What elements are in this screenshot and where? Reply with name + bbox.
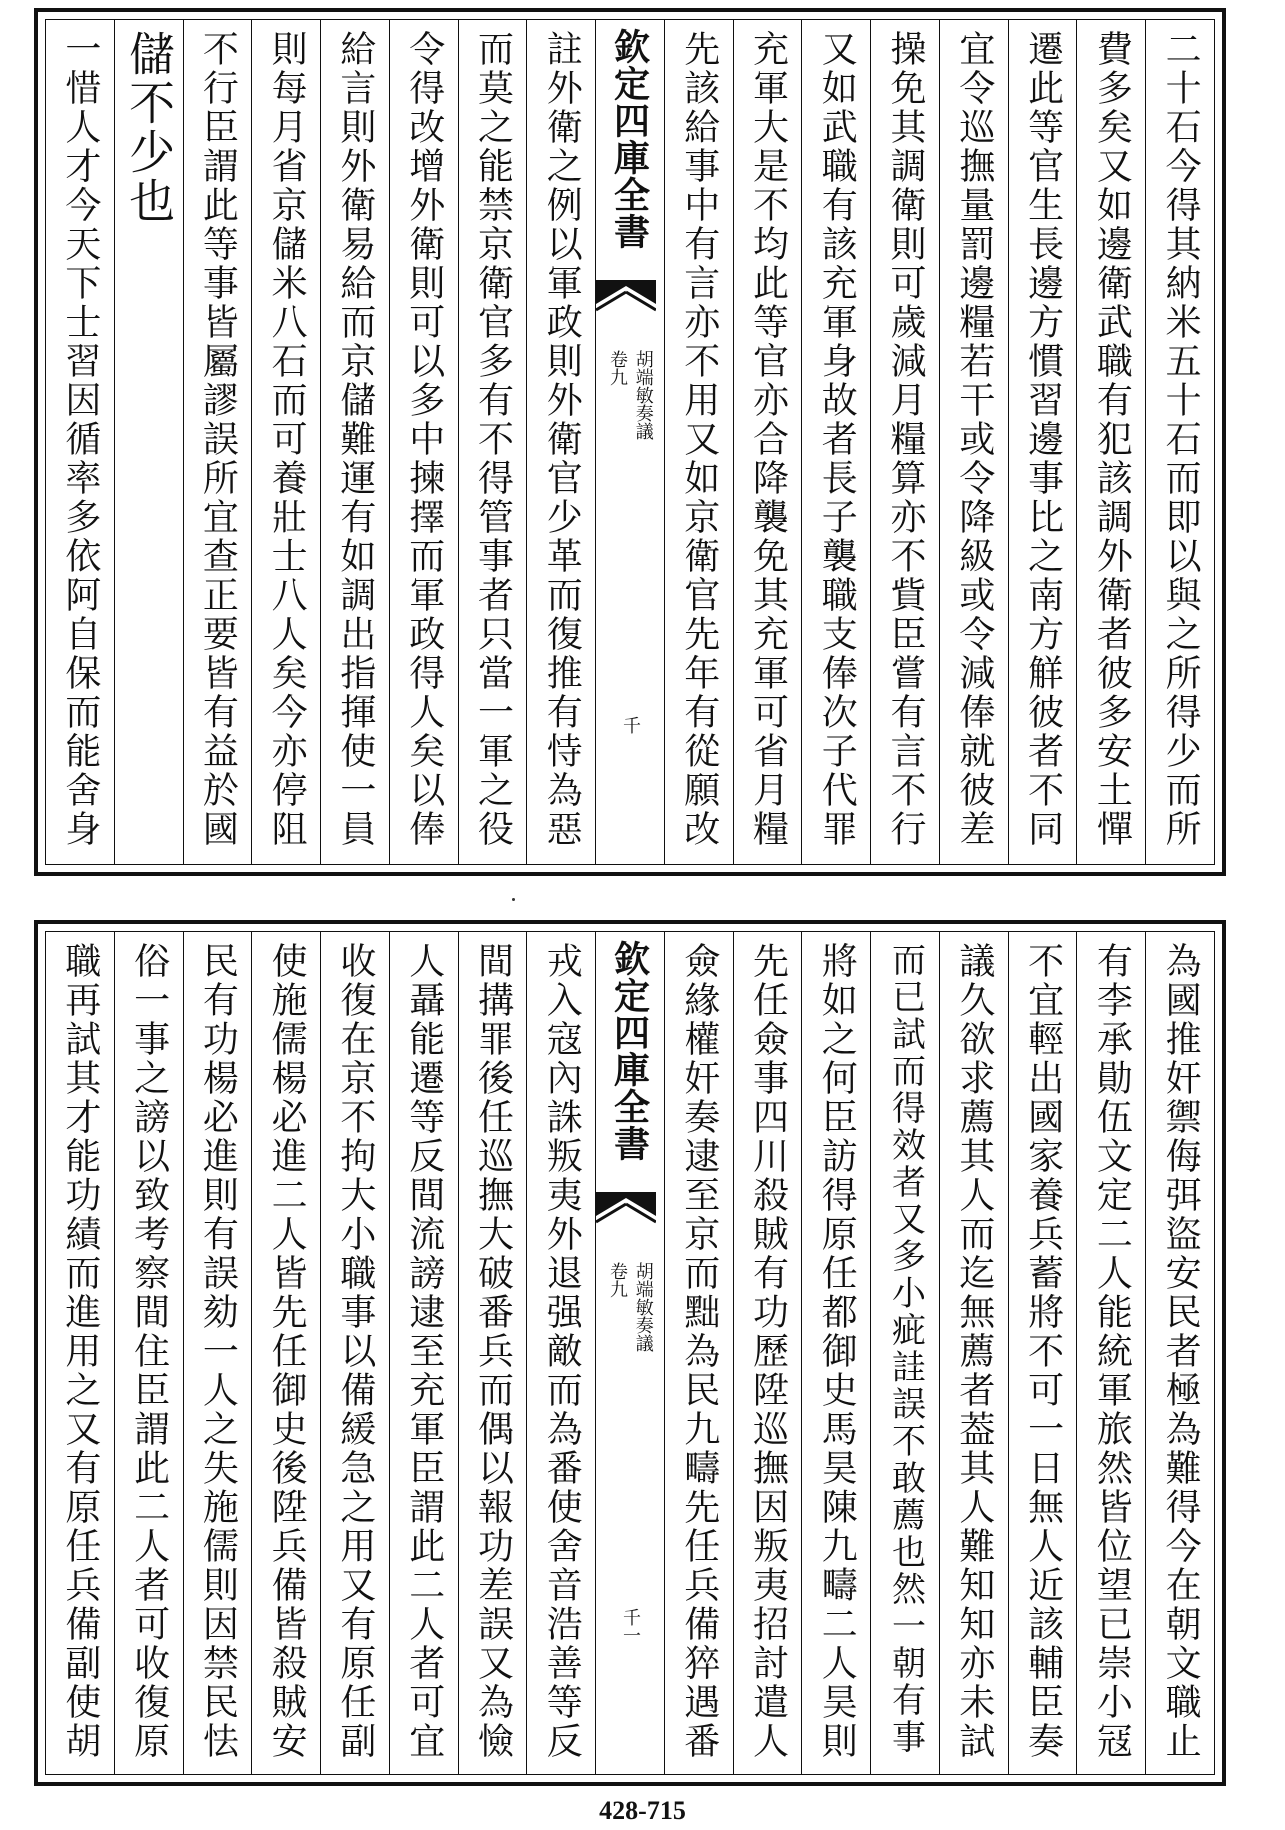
top-text-block [34, 8, 1226, 876]
text-column [733, 20, 802, 864]
text-column [46, 20, 114, 864]
column-text: 註外衛之例以軍政則外衛官少革而復推有恃為惡 [541, 30, 583, 849]
column-text: 間搆罪後任巡撫大破番兵而偶以報功差誤又為憸 [472, 942, 514, 1761]
column-text: 將如之何臣訪得原任都御史馬昊陳九疇二人昊則 [816, 942, 858, 1761]
volume-number: 卷九 [606, 350, 628, 386]
book-title: 欽定四庫全書 [608, 940, 651, 1162]
column-text: 先該給事中有言亦不用又如京衛官先年有從願改 [678, 30, 720, 849]
column-text: 為國推奸禦侮弭盜安民者極為難得今在朝文職止 [1160, 942, 1202, 1761]
work-title: 胡端敏奏議 [632, 1262, 654, 1352]
column-text: 人聶能遷等反間流謗逮至充軍臣謂此二人者可宜 [403, 942, 445, 1761]
text-column [320, 932, 389, 1774]
column-text: 充軍大是不均此等官亦合降襲免其充軍可省月糧 [747, 30, 789, 849]
column-text: 儲不少也 [122, 30, 177, 226]
column-text: 議久欲求薦其人而迄無薦者葢其人難知知亦未試 [953, 942, 995, 1761]
column-text: 使施儒楊必進二人皆先任御史後陞兵備皆殺賊安 [266, 942, 308, 1761]
column-text: 則每月省京儲米八石而可養壯士八人矣今亦停阻 [266, 30, 308, 849]
text-column [46, 932, 114, 1774]
text-column [664, 932, 733, 1774]
text-column [458, 20, 527, 864]
fish-tail-ornament-icon [596, 280, 656, 334]
center-fold-column [595, 932, 664, 1774]
text-column [389, 932, 458, 1774]
text-column [183, 20, 252, 864]
column-text: 俗一事之謗以致考察間住臣謂此二人者可收復原 [128, 942, 170, 1761]
volume-number: 卷九 [606, 1262, 628, 1298]
text-column [1008, 20, 1077, 864]
bottom-text-block [34, 920, 1226, 1786]
text-column [526, 20, 595, 864]
text-column [251, 932, 320, 1774]
work-title: 胡端敏奏議 [632, 350, 654, 440]
text-column [870, 20, 939, 864]
text-column [320, 20, 389, 864]
column-text: 民有功楊必進則有誤劾一人之失施儒則因禁民怯 [197, 942, 239, 1761]
text-column [939, 20, 1008, 864]
text-column [114, 932, 183, 1774]
text-column [526, 932, 595, 1774]
text-column [458, 932, 527, 1774]
text-column [183, 932, 252, 1774]
fish-tail-ornament-icon [596, 1192, 656, 1246]
column-text: 操免其調衛則可歲減月糧算亦不貲臣嘗有言不行 [885, 30, 927, 849]
column-text: 僉緣權奸奏逮至京而黜為民九疇先任兵備猝遇番 [678, 942, 720, 1761]
text-column [1076, 932, 1145, 1774]
column-text: 有李承勛伍文定二人能統軍旅然皆位望已崇小冦 [1091, 942, 1133, 1761]
column-text: 宜令巡撫量罰邊糧若干或令降級或令減俸就彼差 [953, 30, 995, 849]
column-text: 而已試而得效者又多小疵詿誤不敢薦也然一朝有事 [885, 942, 926, 1756]
text-column [870, 932, 939, 1774]
column-text: 先任僉事四川殺賊有功歷陞巡撫因叛夷招討遣人 [747, 942, 789, 1761]
column-text: 給言則外衛易給而京儲難運有如調出指揮使一員 [334, 30, 376, 849]
text-column [1008, 932, 1077, 1774]
text-column [801, 932, 870, 1774]
column-text: 職再試其才能功績而進用之又有原任兵備副使胡 [59, 942, 101, 1761]
text-column [664, 20, 733, 864]
column-text: 戎入寇內誅叛夷外退强敵而為番使舍音浩善等反 [541, 942, 583, 1761]
column-text: 一惜人才今天下士習因循率多依阿自保而能舍身 [59, 30, 101, 849]
volume-label [596, 1262, 664, 1462]
column-text: 遷此等官生長邊方慣習邊事比之南方觧彼者不同 [1022, 30, 1064, 849]
column-text: 收復在京不拘大小職事以備緩急之用又有原任副 [334, 942, 376, 1761]
text-column [251, 20, 320, 864]
book-title: 欽定四庫全書 [608, 28, 651, 250]
text-column [939, 932, 1008, 1774]
text-column [114, 20, 183, 864]
text-column [1076, 20, 1145, 864]
text-column [1145, 932, 1214, 1774]
center-fold-column [595, 20, 664, 864]
column-text: 令得改增外衛則可以多中揀擇而軍政得人矣以俸 [403, 30, 445, 849]
text-column [389, 20, 458, 864]
text-column [801, 20, 870, 864]
column-text: 又如武職有該充軍身故者長子襲職支俸次子代罪 [816, 30, 858, 849]
column-text: 費多矣又如邊衛武職有犯該調外衛者彼多安土憚 [1091, 30, 1133, 849]
page-number: 428-715 [599, 1796, 686, 1825]
folio-number: 千一 [619, 1608, 641, 1644]
column-text: 二十石今得其納米五十石而即以與之所得少而所 [1160, 30, 1202, 849]
text-column [1145, 20, 1214, 864]
column-text: 不宜輕出國家養兵蓄將不可一日無人近該輔臣奏 [1022, 942, 1064, 1761]
folio-number: 千 [619, 716, 641, 734]
speck [512, 898, 515, 901]
column-text: 不行臣謂此等事皆屬謬誤所宜查正要皆有益於國 [197, 30, 239, 849]
volume-label [596, 350, 664, 550]
column-text: 而莫之能禁京衛官多有不得管事者只當一軍之役 [472, 30, 514, 849]
text-column [733, 932, 802, 1774]
